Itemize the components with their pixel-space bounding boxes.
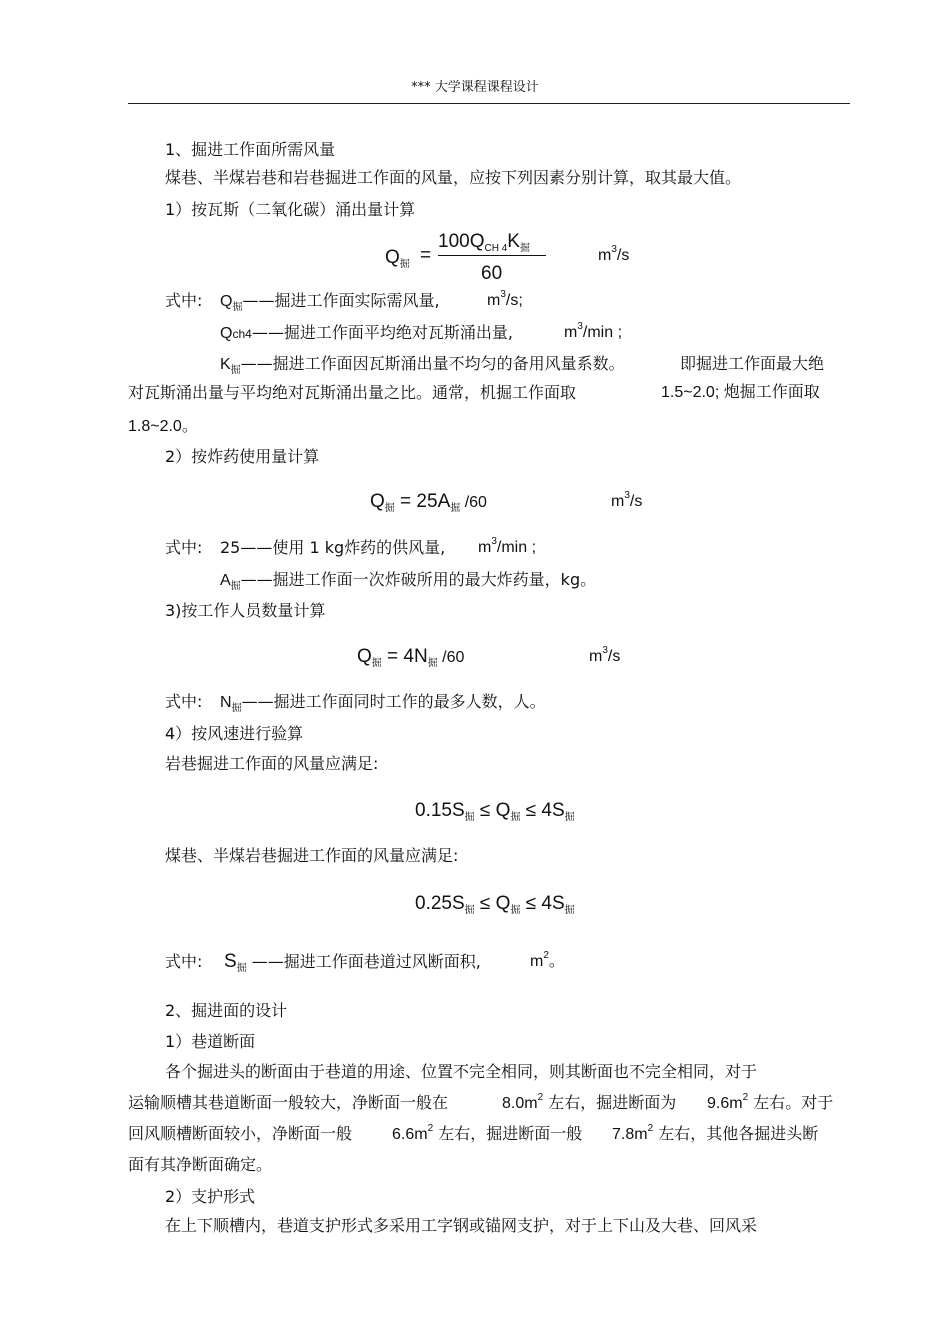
section2-p1-line2b: $8.0m^2$ 左右，掘进断面为 [502,1092,677,1112]
method3-title: 3)按工作人员数量计算 [165,601,326,620]
m3-where-label: 式中: [165,692,203,711]
method1-title: 1）按瓦斯（二氧化碳）涌出量计算 [165,200,416,219]
formula4b: $0.25S_掘 \le Q_掘 \le 4S_掘$ [415,893,575,916]
method2-title: 2）按炸药使用量计算 [165,447,320,466]
section2-p1-line3b: $6.6m^2$ 左右，掘进断面一般 [392,1123,583,1143]
m1-def2-unit: $m^3/\min$ ; [564,321,623,341]
m1-def3-line2b: 1.5~2.0; 炮掘工作面取 [661,384,820,401]
section2-p1-line2c: $9.6m^2$ 左右。对于 [707,1092,834,1112]
m4-rock-text: 岩巷掘进工作面的风量应满足: [165,754,379,773]
section2-p2-line1: 在上下顺槽内，巷道支护形式多采用工字钢或锚网支护，对于上下山及大巷、回风采 [165,1216,758,1235]
m4-def1: $S_掘$ ——掘进工作面巷道过风断面积, [224,951,481,974]
m2-where-label: 式中: [165,538,203,557]
formula3: $Q_掘 = 4N_掘$ /60 [357,646,465,669]
formula2: $Q_掘 = 25A_掘$ /60 [370,491,487,514]
formula3-unit: $m^3/s$ [589,645,621,665]
m4-def1-unit: $m^2$。 [530,950,565,970]
formula4a: $0.15S_掘 \le Q_掘 \le 4S_掘$ [415,800,575,823]
section1-heading: 1、掘进工作面所需风量 [165,140,336,159]
section2-p1-line2a: 运输顺槽其巷道断面一般较大，净断面一般在 [128,1093,449,1112]
formula2-unit: $m^3/s$ [611,490,643,510]
m1-where-label: 式中: [165,291,203,310]
formula1-numerator: $100Q_{CH 4}K_掘$ [438,231,530,254]
formula1-unit: $m^3/s$ [598,244,630,264]
section2-sub2-title: 2）支护形式 [165,1187,256,1206]
m3-def1: $N_掘——$掘进工作面同时工作的最多人数，人。 [220,692,546,714]
m2-def1-unit: $m^3/\min$ ; [478,536,537,556]
section1-intro: 煤巷、半煤岩巷和岩巷掘进工作面的风量，应按下列因素分别计算，取其最大值。 [165,168,742,187]
m1-def1: $Q_掘——$掘进工作面实际需风量, [220,291,440,313]
section2-p1-line3a: 回风顺槽断面较小，净断面一般 [128,1124,353,1143]
formula1-denominator: 60 [481,263,503,284]
method4-title: 4）按风速进行验算 [165,724,304,743]
m1-def3-line2a: 对瓦斯涌出量与平均绝对瓦斯涌出量之比。通常，机掘工作面取 [128,383,577,402]
section2-p1-line4: 面有其净断面确定。 [128,1155,273,1174]
section2-heading: 2、掘进面的设计 [165,1001,288,1020]
formula1-equals: = [420,245,432,266]
page-header: *** 大学课程课程设计 [411,80,539,95]
m2-def1: 25——使用 1 kg炸药的供风量, [220,538,446,557]
section2-sub1-title: 1）巷道断面 [165,1032,256,1051]
header-rule [128,103,850,104]
m1-def2: Qch4——掘进工作面平均绝对瓦斯涌出量, [220,323,513,342]
m4-where-label: 式中: [165,952,203,971]
m1-def3-cont: 即掘进工作面最大绝 [680,354,825,373]
m1-def1-unit: $m^3/s$; [487,289,523,309]
m4-coal-text: 煤巷、半煤岩巷掘进工作面的风量应满足: [165,846,459,865]
section2-p1-line1: 各个掘进头的断面由于巷道的用途、位置不完全相同，则其断面也不完全相同，对于 [165,1062,758,1081]
m1-def3-line3: 1.8~2.0。 [128,418,198,435]
formula1-fraction-bar [438,255,546,256]
m2-def2: $A_掘——$掘进工作面一次炸破所用的最大炸药量，kg。 [220,570,597,592]
formula1-lhs: $Q_掘$ [385,247,410,270]
section2-p1-line3c: $7.8m^2$ 左右，其他各掘进头断 [612,1123,819,1143]
m1-def3: $K_掘——$掘进工作面因瓦斯涌出量不均匀的备用风量系数。 [220,354,625,376]
